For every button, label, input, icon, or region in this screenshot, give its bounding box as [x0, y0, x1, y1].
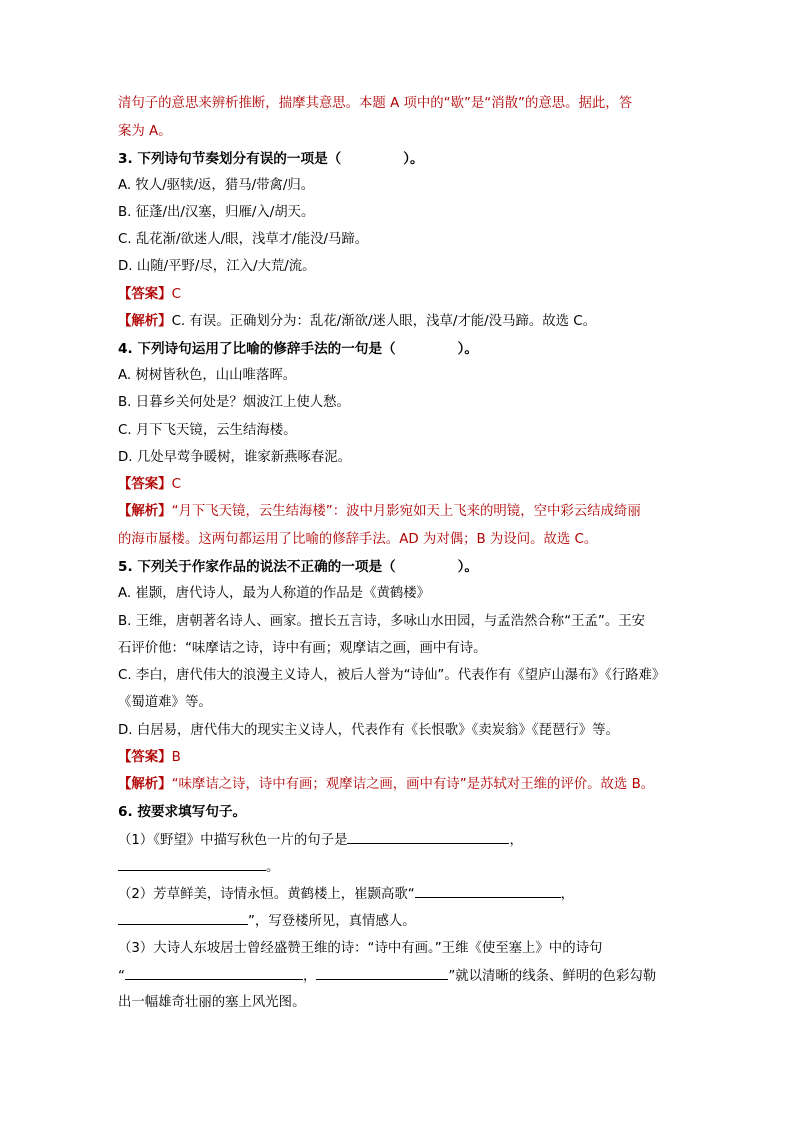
q6-item-2-cont: ”，写登楼所见，真情感人。 — [118, 912, 416, 931]
q5-option-a: A. 崔颢，唐代诗人，最为人称道的作品是《黄鹤楼》 — [118, 586, 431, 601]
q6-item-3-blank-2[interactable] — [316, 967, 448, 980]
q6-item-1: （1）《野望》中描写秋色一片的句子是 ， — [118, 833, 523, 848]
q5-option-b-line-2: 石评价他：“味摩诘之诗，诗中有画；观摩诘之画，画中有诗。 — [118, 641, 487, 656]
intro-line-1: 清句子的意思来辨析推断，揣摩其意思。本题 A 项中的“歇”是“消散”的意思。据此，答 — [118, 96, 633, 111]
q4-answer: 【答案】C — [118, 477, 181, 492]
q6-item-3-line-1: （3）大诗人东坡居士曾经盛赞王维的诗：“诗中有画。”王维《使至塞上》中的诗句 — [118, 941, 603, 956]
q6-item-1-blank-1[interactable] — [347, 831, 509, 844]
q4-analysis-line-1: 【解析】“月下飞天镜，云生结海楼”：波中月影宛如天上飞来的明镜，空中彩云结成绮丽 — [118, 504, 641, 519]
q3-option-d: D. 山随/平野/尽，江入/大荒/流。 — [118, 259, 316, 274]
q6-item-2: （2）芳草鲜美，诗情永恒。黄鹤楼上，崔颢高歌“ ， — [118, 887, 575, 902]
q6-item-1-blank-2[interactable] — [118, 858, 266, 871]
q6-item-2-blank-1[interactable] — [415, 885, 561, 898]
q6-title: 6. 按要求填写句子。 — [118, 804, 247, 820]
q3-option-c: C. 乱花渐/欲迷人/眼，浅草才/能没/马蹄。 — [118, 232, 369, 247]
q4-option-b: B. 日暮乡关何处是？烟波江上使人愁。 — [118, 395, 350, 410]
q4-option-d: D. 几处早莺争暖树，谁家新燕啄春泥。 — [118, 450, 352, 465]
q5-analysis: 【解析】“味摩诘之诗，诗中有画；观摩诘之画，画中有诗”是苏轼对王维的评价。故选 B。 — [118, 777, 655, 792]
q5-title: 5. 下列关于作家作品的说法不正确的一项是（ ）。 — [118, 559, 479, 575]
q4-option-c: C. 月下飞天镜，云生结海楼。 — [118, 423, 297, 438]
q6-item-2-blank-2[interactable] — [118, 912, 248, 925]
q5-option-b-line-1: B. 王维，唐朝著名诗人、画家。擅长五言诗，多咏山水田园，与孟浩然合称“王孟”。王安 — [118, 614, 646, 629]
q3-option-b: B. 征蓬/出/汉塞，归雁/入/胡天。 — [118, 205, 315, 220]
q3-title: 3. 下列诗句节奏划分有误的一项是（ ）。 — [118, 151, 424, 167]
q4-title: 4. 下列诗句运用了比喻的修辞手法的一句是（ ）。 — [118, 341, 479, 357]
q4-option-a: A. 树树皆秋色，山山唯落晖。 — [118, 368, 297, 383]
q6-item-3-line-2: “ ， ”就以清晰的线条、鲜明的色彩勾勒 — [118, 969, 657, 984]
q3-answer: 【答案】C — [118, 287, 181, 302]
intro-line-2: 案为 A。 — [118, 124, 172, 139]
q6-item-3-blank-1[interactable] — [125, 967, 303, 980]
q5-option-d: D. 白居易，唐代伟大的现实主义诗人，代表作有《长恨歌》《卖炭翁》《琵琶行》等。 — [118, 723, 619, 738]
q5-option-c-line-2: 《蜀道难》等。 — [118, 695, 212, 710]
q4-analysis-line-2: 的海市蜃楼。这两句都运用了比喻的修辞手法。AD 为对偶；B 为设问。故选 C。 — [118, 532, 598, 547]
q6-item-1-cont: 。 — [118, 858, 279, 877]
q3-analysis: 【解析】C. 有误。正确划分为：乱花/渐欲/迷人眼，浅草/才能/没马蹄。故选 C。 — [118, 314, 597, 329]
q3-option-a: A. 牧人/驱犊/返，猎马/带禽/归。 — [118, 178, 315, 193]
q6-item-3-line-3: 出一幅雄奇壮丽的塞上风光图。 — [118, 995, 306, 1010]
q5-option-c-line-1: C. 李白，唐代伟大的浪漫主义诗人，被后人誉为“诗仙”。代表作有《望庐山瀑布》《行路难》 — [118, 668, 666, 683]
q5-answer: 【答案】B — [118, 750, 181, 765]
